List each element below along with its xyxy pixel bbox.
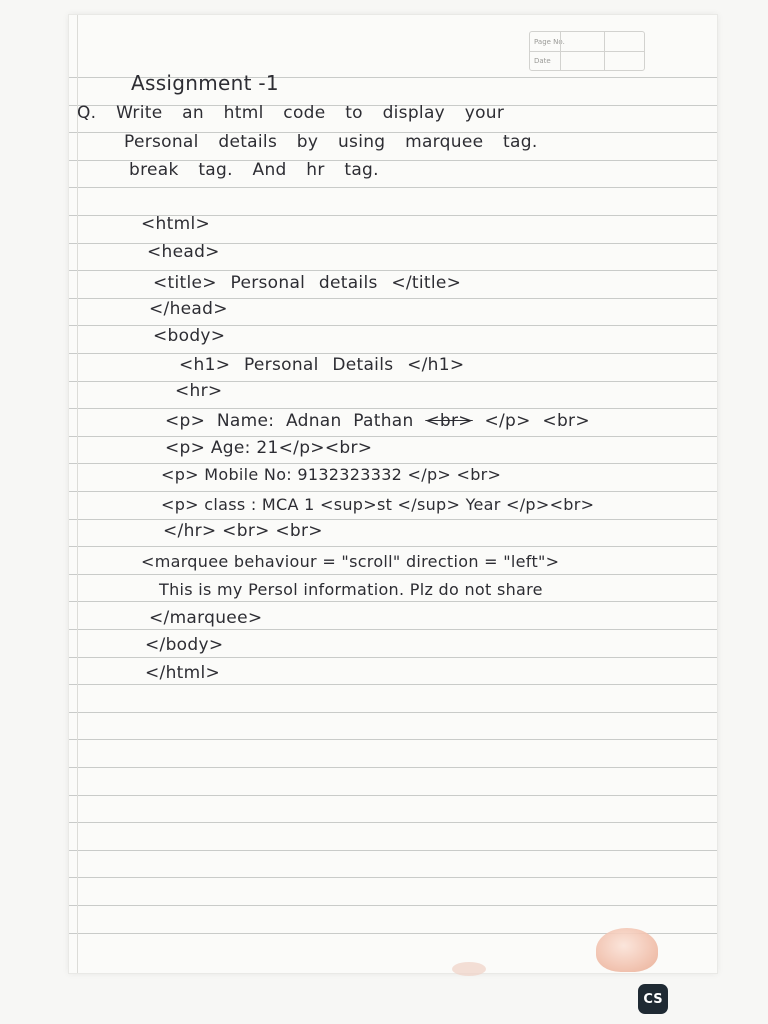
ruled-line	[69, 187, 717, 188]
code-line-class: <p> class : MCA 1 <sup>st </sup> Year </p><br>	[161, 495, 595, 514]
page-number-date-box	[529, 31, 645, 71]
camscanner-logo	[638, 984, 668, 1014]
ruled-line	[69, 877, 717, 878]
camscanner-logo-text: CS	[643, 991, 663, 1007]
ruled-line	[69, 546, 717, 547]
finger-shadow	[452, 962, 486, 976]
code-line-mobile: <p> Mobile No: 9132323332 </p> <br>	[161, 465, 502, 484]
ruled-line	[69, 574, 717, 575]
page-no-label: Page No.	[534, 37, 565, 46]
question-line-3: break tag. And hr tag.	[129, 160, 379, 180]
ruled-line	[69, 795, 717, 796]
code-line-body-open: <body>	[153, 326, 226, 346]
code-line-name	[165, 411, 590, 431]
name-line-struck-br: <br>	[425, 411, 473, 431]
ruled-line	[69, 629, 717, 630]
thumb-in-photo	[596, 928, 658, 972]
page-box-divider-2	[604, 32, 605, 70]
page-no-row	[530, 32, 644, 52]
code-line-html-close: </html>	[145, 663, 221, 683]
ruled-line	[69, 408, 717, 409]
page-margin-line	[77, 15, 78, 973]
ruled-line	[69, 519, 717, 520]
ruled-line	[69, 850, 717, 851]
code-line-html-open: <html>	[141, 214, 211, 234]
ruled-line	[69, 684, 717, 685]
code-line-marquee-text: This is my Persol information. Plz do not share	[159, 580, 543, 599]
code-line-age: <p> Age: 21</p><br>	[165, 438, 373, 458]
name-line-text: <p> Name: Adnan Pathan	[165, 411, 426, 431]
code-line-head-close: </head>	[149, 299, 228, 319]
ruled-line	[69, 353, 717, 354]
ruled-line	[69, 657, 717, 658]
ruled-line	[69, 712, 717, 713]
page-box-divider	[560, 32, 561, 70]
code-line-title: <title> Personal details </title>	[153, 273, 462, 293]
date-label: Date	[534, 56, 551, 65]
code-line-hr: <hr>	[175, 381, 223, 401]
code-line-body-close: </body>	[145, 635, 224, 655]
code-line-hr-close: </hr> <br> <br>	[163, 521, 323, 541]
code-line-head-open: <head>	[147, 242, 220, 262]
notebook-page	[68, 14, 718, 974]
ruled-line	[69, 767, 717, 768]
assignment-title: Assignment -1	[131, 71, 279, 95]
code-line-marquee-close: </marquee>	[149, 608, 263, 628]
question-line-1: Q. Write an html code to display your	[77, 103, 505, 123]
ruled-line	[69, 381, 717, 382]
question-line-2: Personal details by using marquee tag.	[124, 132, 538, 152]
date-row	[530, 51, 644, 70]
ruled-line	[69, 601, 717, 602]
ruled-line	[69, 905, 717, 906]
name-line-tail: </p> <br>	[472, 411, 590, 431]
ruled-lines	[69, 15, 717, 973]
code-line-h1: <h1> Personal Details </h1>	[179, 355, 465, 375]
ruled-line	[69, 739, 717, 740]
ruled-line	[69, 822, 717, 823]
code-line-marquee-open: <marquee behaviour = "scroll" direction = "left">	[141, 552, 560, 571]
ruled-line	[69, 491, 717, 492]
ruled-line	[69, 436, 717, 437]
ruled-line	[69, 270, 717, 271]
